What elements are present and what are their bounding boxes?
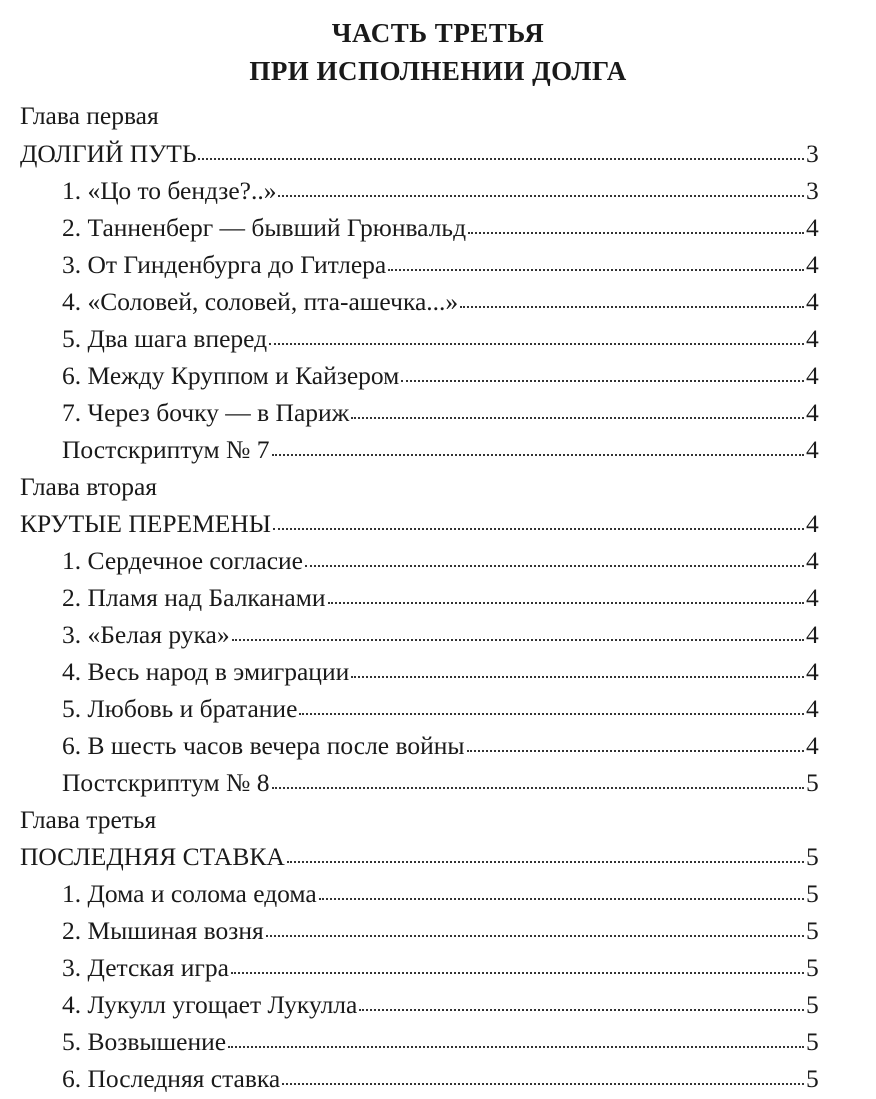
toc-item[interactable] (62, 578, 820, 618)
chapter-heading-title: КРУТЫЕ ПЕРЕМЕНЫ (20, 509, 272, 538)
page-number: 4 (806, 213, 819, 242)
leader-dots (266, 933, 804, 937)
chapter-heading[interactable] (20, 837, 820, 877)
toc-item-title: 6. Последняя ставка (62, 1064, 281, 1093)
toc-item-title: 4. Лукулл угощает Лукулла (62, 990, 358, 1019)
toc-item[interactable] (62, 171, 820, 211)
toc-item[interactable] (62, 689, 820, 729)
page-number: 5 (806, 1064, 819, 1093)
leader-dots (198, 156, 804, 160)
toc-item-title: 7. Через бочку — в Париж (62, 398, 350, 427)
leader-dots (305, 563, 804, 567)
page-number: 4 (806, 435, 819, 464)
toc-item-title: 1. «Цо то бендзе?..» (62, 176, 277, 205)
chapter-heading[interactable] (20, 134, 820, 174)
toc-item[interactable] (62, 615, 820, 655)
leader-dots (467, 748, 804, 752)
page-number: 4 (806, 546, 819, 575)
toc-item-title: 2. Танненберг — бывший Грюнвальд (62, 213, 467, 242)
page-number: 5 (806, 916, 819, 945)
page-number: 4 (806, 583, 819, 612)
toc-item[interactable] (62, 874, 820, 914)
leader-dots (231, 970, 804, 974)
page-number: 3 (806, 139, 819, 168)
toc-item[interactable] (62, 911, 820, 951)
toc-item-title: 5. Два шага вперед (62, 324, 268, 353)
page-number: 5 (806, 1027, 819, 1056)
page-number: 4 (806, 250, 819, 279)
leader-dots (269, 341, 804, 345)
leader-dots (319, 896, 804, 900)
toc-item[interactable] (62, 319, 820, 359)
leader-dots (328, 600, 805, 604)
toc-item[interactable] (62, 208, 820, 248)
part-title: ПРИ ИСПОЛНЕНИИ ДОЛГА (249, 56, 627, 86)
page-number: 4 (806, 509, 819, 538)
page-number: 5 (806, 953, 819, 982)
page-number: 4 (806, 620, 819, 649)
toc-item[interactable] (62, 245, 820, 285)
page-number: 5 (806, 879, 819, 908)
toc-item[interactable] (62, 1059, 820, 1099)
toc-item[interactable] (62, 726, 820, 766)
leader-dots (468, 230, 804, 234)
leader-dots (287, 859, 804, 863)
leader-dots (351, 415, 804, 419)
toc-item[interactable] (62, 541, 820, 581)
toc-item-title: 3. От Гинденбурга до Гитлера (62, 250, 387, 279)
page-number: 4 (806, 361, 819, 390)
leader-dots (401, 378, 804, 382)
toc-item[interactable] (62, 282, 820, 322)
toc-item-title: 2. Мышиная возня (62, 916, 264, 945)
chapter-heading-title: ДОЛГИЙ ПУТЬ (20, 139, 197, 168)
leader-dots (359, 1007, 804, 1011)
leader-dots (282, 1081, 804, 1085)
toc-item-title: Постскриптум № 8 (62, 768, 270, 797)
page-number: 5 (806, 768, 819, 797)
toc-item-title: 5. Любовь и братание (62, 694, 298, 723)
leader-dots (388, 267, 804, 271)
leader-dots (299, 711, 804, 715)
toc-item-title: 6. В шесть часов вечера после войны (62, 731, 465, 760)
page-number: 5 (806, 842, 819, 871)
leader-dots (273, 526, 804, 530)
chapter-label: Глава первая (20, 101, 159, 130)
page-number: 4 (806, 324, 819, 353)
leader-dots (351, 674, 804, 678)
leader-dots (272, 452, 804, 456)
toc-item-title: Постскриптум № 7 (62, 435, 270, 464)
chapter-label: Глава третья (20, 805, 157, 834)
toc-item-title: 6. Между Круппом и Кайзером (62, 361, 400, 390)
chapter-heading[interactable] (20, 504, 820, 544)
toc-item-title: 4. «Соловей, соловей, пта-ашечка...» (62, 287, 459, 316)
page-number: 4 (806, 731, 819, 760)
toc-item[interactable] (62, 763, 820, 803)
leader-dots (278, 193, 804, 197)
toc-item-title: 4. Весь народ в эмиграции (62, 657, 350, 686)
leader-dots (272, 785, 804, 789)
page-number: 4 (806, 287, 819, 316)
toc-item[interactable] (62, 393, 820, 433)
toc-item-title: 1. Сердечное согласие (62, 546, 303, 575)
leader-dots (460, 304, 804, 308)
toc-item[interactable] (62, 356, 820, 396)
chapter-label: Глава вторая (20, 472, 158, 501)
page-number: 4 (806, 657, 819, 686)
toc-item[interactable] (62, 652, 820, 692)
toc-item-title: 1. Дома и солома едома (62, 879, 317, 908)
toc-item[interactable] (62, 985, 820, 1025)
page-number: 4 (806, 398, 819, 427)
page-number: 3 (806, 176, 819, 205)
page-number: 4 (806, 694, 819, 723)
chapter-heading-title: ПОСЛЕДНЯЯ СТАВКА (20, 842, 285, 871)
leader-dots (232, 637, 804, 641)
part-label: ЧАСТЬ ТРЕТЬЯ (331, 18, 545, 48)
toc-item[interactable] (62, 430, 820, 470)
toc-item-title: 5. Возвышение (62, 1027, 227, 1056)
toc-item-title: 2. Пламя над Балканами (62, 583, 326, 612)
toc-item-title: 3. «Белая рука» (62, 620, 230, 649)
toc-item[interactable] (62, 1022, 820, 1062)
page-number: 5 (806, 990, 819, 1019)
toc-item-title: 3. Детская игра (62, 953, 229, 982)
toc-item[interactable] (62, 948, 820, 988)
leader-dots (228, 1044, 804, 1048)
